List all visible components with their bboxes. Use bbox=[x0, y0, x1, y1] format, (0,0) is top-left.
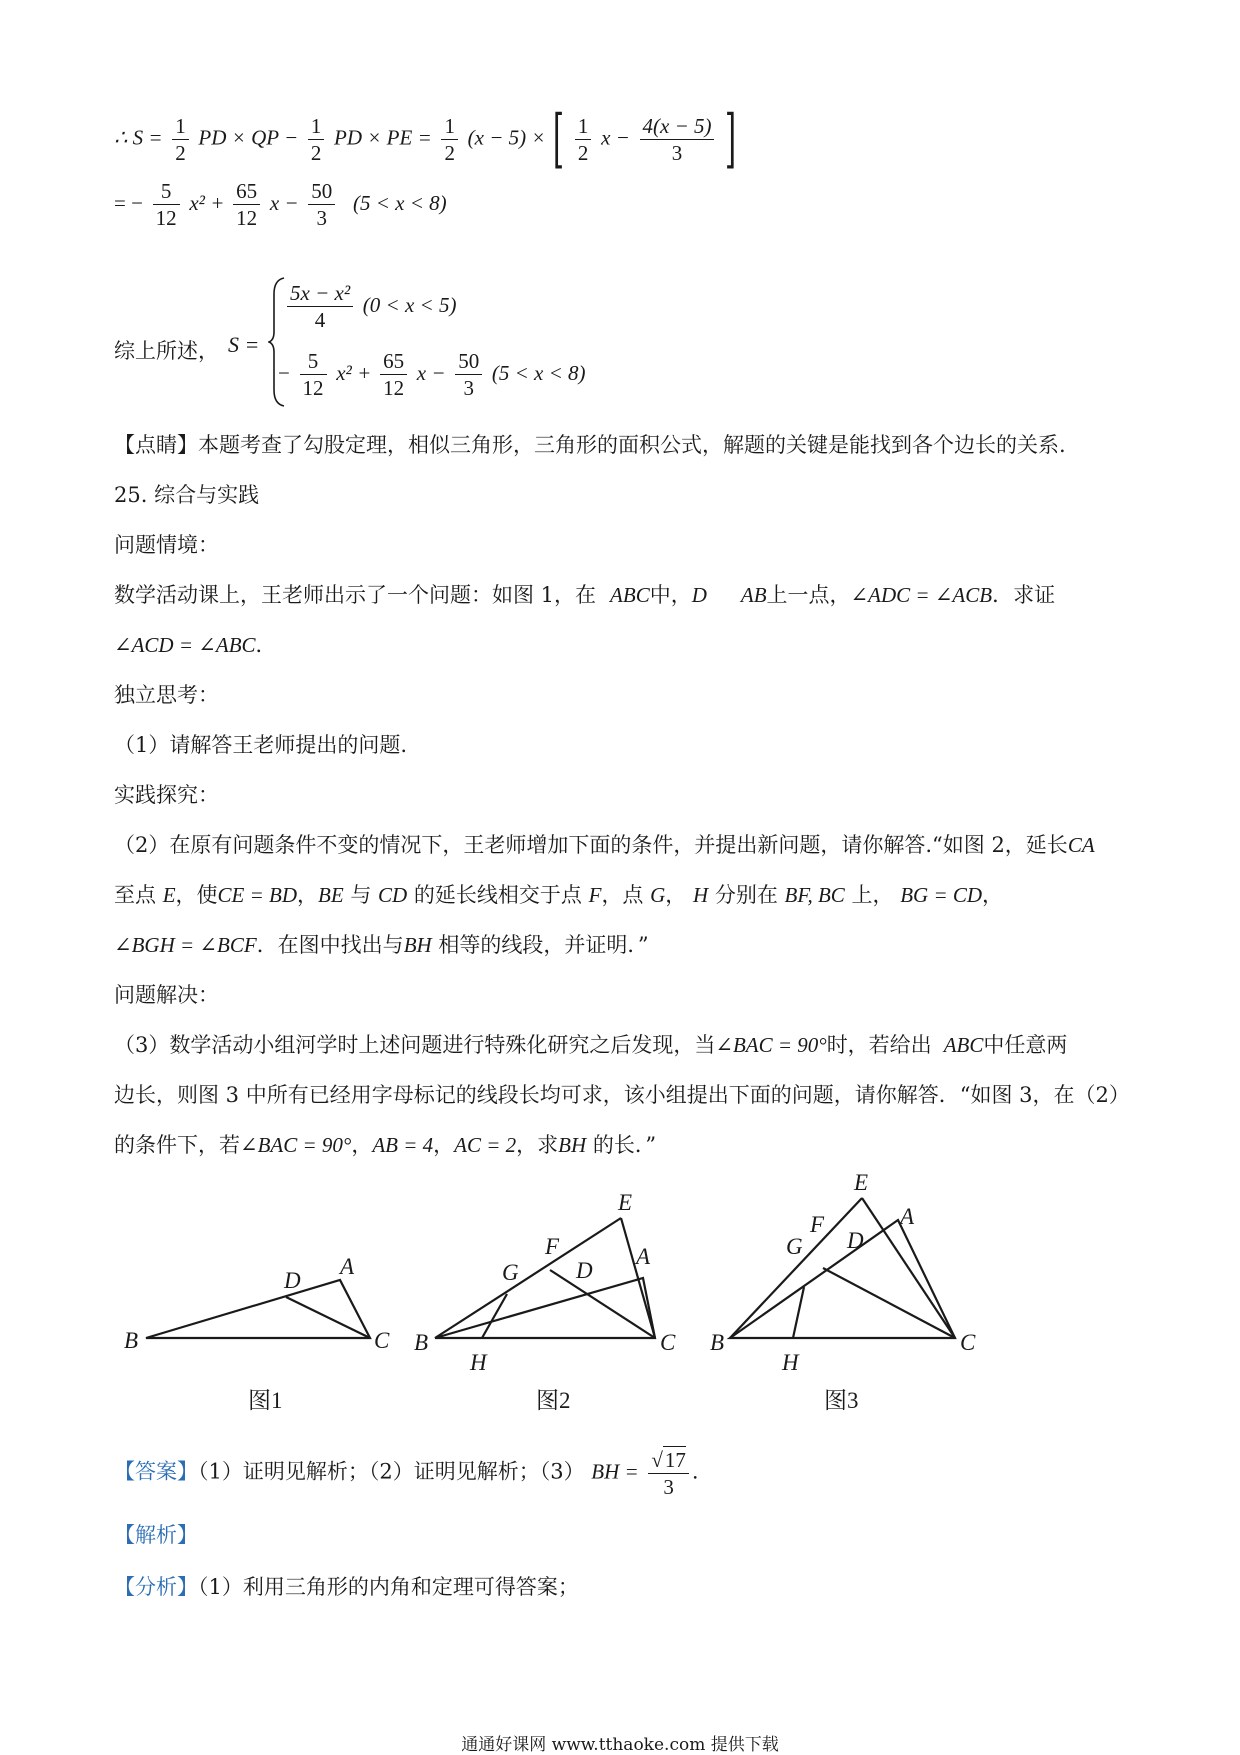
fraction-c2: $\frac{65}{12}$ bbox=[380, 348, 407, 401]
fraction-c1: $\frac{5}{12}$ bbox=[153, 178, 180, 231]
fig2-label-h: H bbox=[470, 1350, 487, 1375]
formula-part-b: PD × PE = bbox=[334, 125, 432, 150]
geometry-figures bbox=[110, 1160, 990, 1380]
question-2-line3: ∠BGH = ∠BCF．在图中找出与BH 相等的线段，并证明．” bbox=[114, 933, 649, 957]
heading-problem-context: 问题情境： bbox=[114, 533, 219, 557]
fig1-label-a: A bbox=[340, 1254, 355, 1279]
fraction-half: $\frac{1}{2}$ bbox=[308, 113, 325, 166]
fig3-line-gh bbox=[793, 1287, 804, 1338]
fraction-c1: $\frac{5}{12}$ bbox=[300, 348, 327, 401]
fig2-label-e: E bbox=[618, 1190, 633, 1215]
fraction-c2: $\frac{65}{12}$ bbox=[233, 178, 260, 231]
problem-paragraph-line2: ∠ACD = ∠ABC． bbox=[114, 633, 277, 657]
formula-inner-x: x − bbox=[601, 125, 630, 150]
figure-2-caption: 图2 bbox=[536, 1388, 571, 1413]
heading-practice-explore: 实践探究： bbox=[114, 783, 219, 807]
heading-independent-thinking: 独立思考： bbox=[114, 683, 219, 707]
figure-1-caption: 图1 bbox=[248, 1388, 283, 1413]
dianjing-paragraph: 【点睛】本题考查了勾股定理，相似三角形，三角形的面积公式，解题的关键是能找到各个边长的关系. bbox=[114, 433, 1066, 457]
fig3-label-g: G bbox=[786, 1234, 803, 1259]
fig3-line-cf bbox=[823, 1268, 955, 1338]
fraction-case1: $\frac{\text{5x − x²}}{4}$ bbox=[287, 280, 353, 333]
fig3-label-f: F bbox=[810, 1212, 825, 1237]
question-1: （1）请解答王老师提出的问题. bbox=[114, 733, 408, 757]
answer-bh: BH = bbox=[591, 1459, 639, 1484]
fig1-segment-cd bbox=[286, 1297, 370, 1338]
question-25-title: 25. 综合与实践 bbox=[114, 483, 260, 507]
formula-part-a: PD × QP − bbox=[198, 125, 299, 150]
fig3-label-e: E bbox=[854, 1170, 869, 1195]
fig1-label-b: B bbox=[124, 1328, 139, 1353]
fraction-half: $\frac{1}{2}$ bbox=[441, 113, 458, 166]
formula-prefix: ∴ S = bbox=[114, 125, 163, 150]
case2-range: (5 < x < 8) bbox=[491, 361, 586, 385]
fig1-label-c: C bbox=[374, 1328, 390, 1353]
fig3-label-b: B bbox=[710, 1330, 725, 1355]
question-3-line1: （3）数学活动小组河学时上述问题进行特殊化研究之后发现，当∠BAC = 90°时，若给出 ABC中任意两 bbox=[114, 1033, 1068, 1057]
problem-paragraph-line1: 数学活动课上，王老师出示了一个问题：如图 1，在 ABC中，D AB上一点，∠ADC = ∠ACB．求证 bbox=[114, 583, 1056, 607]
fraction-inner: $\frac{4(x - 5)}{3}$ bbox=[640, 113, 715, 166]
formula-s-line2 bbox=[114, 178, 447, 231]
fig3-label-d: D bbox=[847, 1228, 864, 1253]
figure-3-caption: 图3 bbox=[824, 1388, 859, 1413]
answer-fraction: $\frac{√17}{3}$ bbox=[648, 1446, 689, 1500]
piecewise-case2: − $\frac{5}{12}$ x² + $\frac{65}{12}$ x − $\frac{50}{3}$ (5 < x < 8) bbox=[278, 349, 586, 400]
answer-tag: 【答案】 bbox=[114, 1459, 198, 1484]
fig2-triangle bbox=[435, 1278, 655, 1338]
answer-body: （1）证明见解析；（2）证明见解析；（3） bbox=[198, 1459, 585, 1484]
fig3-label-c: C bbox=[960, 1330, 976, 1355]
fraction-half: $\frac{1}{2}$ bbox=[575, 113, 592, 166]
fig2-label-a: A bbox=[636, 1244, 651, 1269]
fig3-label-h: H bbox=[782, 1350, 799, 1375]
question-2-line2: 至点 E，使CE = BD，BE 与 CD 的延长线相交于点 F，点 G， H 分别在 BF, BC 上， BG = CD， bbox=[114, 883, 1004, 907]
fig3-label-a: A bbox=[900, 1204, 915, 1229]
fig1-label-d: D bbox=[284, 1268, 301, 1293]
fig2-label-b: B bbox=[414, 1330, 429, 1355]
formula-eq: = − bbox=[114, 191, 143, 215]
plus-sign: + bbox=[211, 191, 224, 215]
fig2-label-d: D bbox=[576, 1258, 593, 1283]
fraction-c3: $\frac{50}{3}$ bbox=[455, 348, 482, 401]
fig2-line-be bbox=[435, 1218, 621, 1338]
analysis-line bbox=[114, 1572, 579, 1602]
fraction-half: $\frac{1}{2}$ bbox=[172, 113, 189, 166]
analysis-body: （1）利用三角形的内角和定理可得答案； bbox=[198, 1575, 579, 1599]
left-bracket: [ bbox=[553, 102, 565, 176]
fraction-c3: $\frac{50}{3}$ bbox=[308, 178, 335, 231]
fig1-triangle bbox=[146, 1280, 370, 1338]
analysis-tag: 【分析】 bbox=[114, 1575, 198, 1599]
jiexi-tag: 【解析】 bbox=[114, 1523, 198, 1547]
heading-problem-solving: 问题解决： bbox=[114, 983, 219, 1007]
page-footer: 通通好课网 www.tthaoke.com 提供下载 bbox=[461, 1735, 779, 1755]
right-bracket: ] bbox=[725, 102, 737, 176]
question-3-line3: 的条件下，若∠BAC = 90°，AB = 4，AC = 2，求BH 的长．” bbox=[114, 1133, 657, 1157]
fig3-line-be bbox=[730, 1198, 862, 1338]
formula-part-c: (x − 5) × bbox=[467, 125, 546, 150]
range: (5 < x < 8) bbox=[352, 191, 447, 215]
fig2-label-g: G bbox=[502, 1260, 519, 1285]
formula-s-line1 bbox=[114, 104, 737, 174]
x-squared: x² bbox=[189, 191, 205, 215]
case1-range: (0 < x < 5) bbox=[362, 293, 457, 317]
summary-label: 综上所述， bbox=[114, 339, 219, 363]
question-2-line1: （2）在原有问题条件不变的情况下，王老师增加下面的条件，并提出新问题，请你解答.“如图 2，延长CA bbox=[114, 833, 1095, 857]
question-3-line2: 边长，则图 3 中所有已经用字母标记的线段长均可求，该小组提出下面的问题，请你解答．“如图 3，在（2） bbox=[114, 1083, 1130, 1107]
fig2-label-c: C bbox=[660, 1330, 676, 1355]
answer-line: 【答案】（1）证明见解析；（2）证明见解析；（3） BH = $\frac{√17}{3}$ . bbox=[114, 1448, 699, 1499]
summary-s: S = bbox=[228, 332, 260, 357]
piecewise-case1 bbox=[284, 280, 456, 333]
fig2-label-f: F bbox=[545, 1234, 560, 1259]
x-minus: x − bbox=[269, 191, 299, 215]
